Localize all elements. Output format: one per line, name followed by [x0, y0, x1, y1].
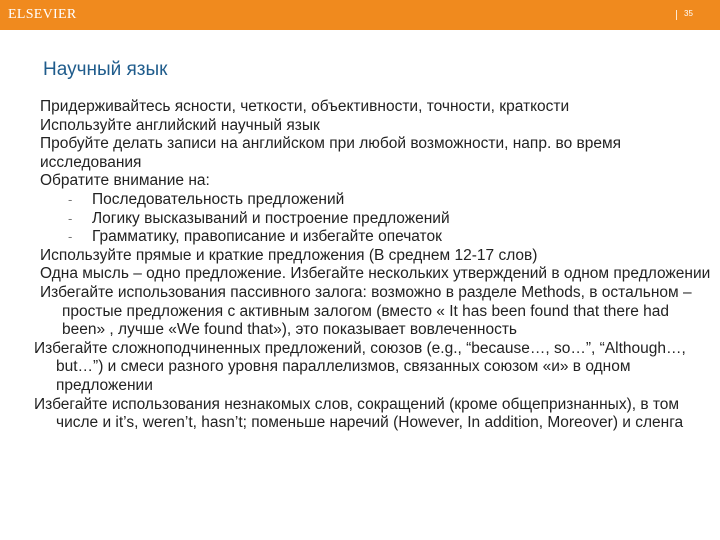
dash-bullet: - — [68, 229, 73, 245]
page-number: 35 — [684, 9, 693, 18]
sub-bullet-text: Логику высказываний и построение предложений — [92, 209, 450, 227]
dash-bullet: - — [68, 191, 73, 207]
slide-title: Научный язык — [43, 59, 168, 80]
bullet-item: Используйте английский научный язык — [40, 116, 320, 134]
bullet-item: Придерживайтесь ясности, четкости, объективности, точности, краткости — [40, 98, 570, 115]
dash-bullet: - — [68, 210, 73, 226]
sub-bullet-item — [34, 210, 714, 229]
header-bar — [0, 0, 720, 30]
bullet-item: Пробуйте делать записи на английском при любой возможности, напр. во время исследования — [40, 135, 622, 171]
sub-bullet-text: Последовательность предложений — [92, 190, 345, 208]
bullet-item: Одна мысль – одно предложение. Избегайте нескольких утверждений в одном предложении — [40, 265, 711, 283]
bullet-item: Избегайте сложноподчиненных предложений, союзов (e.g., “because…, so…”, “Although…, but…”) и смеси разного уровня параллелизмов, связанных союзом «и» в одном предложении — [34, 339, 686, 394]
sub-bullet-text: Грамматику, правописание и избегайте опечаток — [92, 228, 442, 246]
sub-bullet-item — [34, 191, 714, 210]
elsevier-logo: ELSEVIER — [8, 7, 77, 22]
bullet-item: Обратите внимание на: — [40, 172, 210, 190]
bullet-item: Избегайте использования незнакомых слов, сокращений (кроме общепризнанных), в том числе и it’s, weren’t, hasn’t; поменьше наречий (However, In addition, Moreover) и сленга — [34, 395, 684, 432]
slide-body — [34, 98, 714, 433]
bullet-item: Избегайте использования пассивного залога: возможно в разделе Methods, в остальном – простые предложения с активным залогом (вместо « It has been found that there had been» , лучше «We found that»), это показывает вовлеченность — [40, 283, 692, 339]
sub-bullet-item — [34, 228, 714, 247]
header-divider — [676, 10, 677, 20]
bullet-item: Используйте прямые и краткие предложения (В среднем 12-17 слов) — [40, 246, 538, 264]
